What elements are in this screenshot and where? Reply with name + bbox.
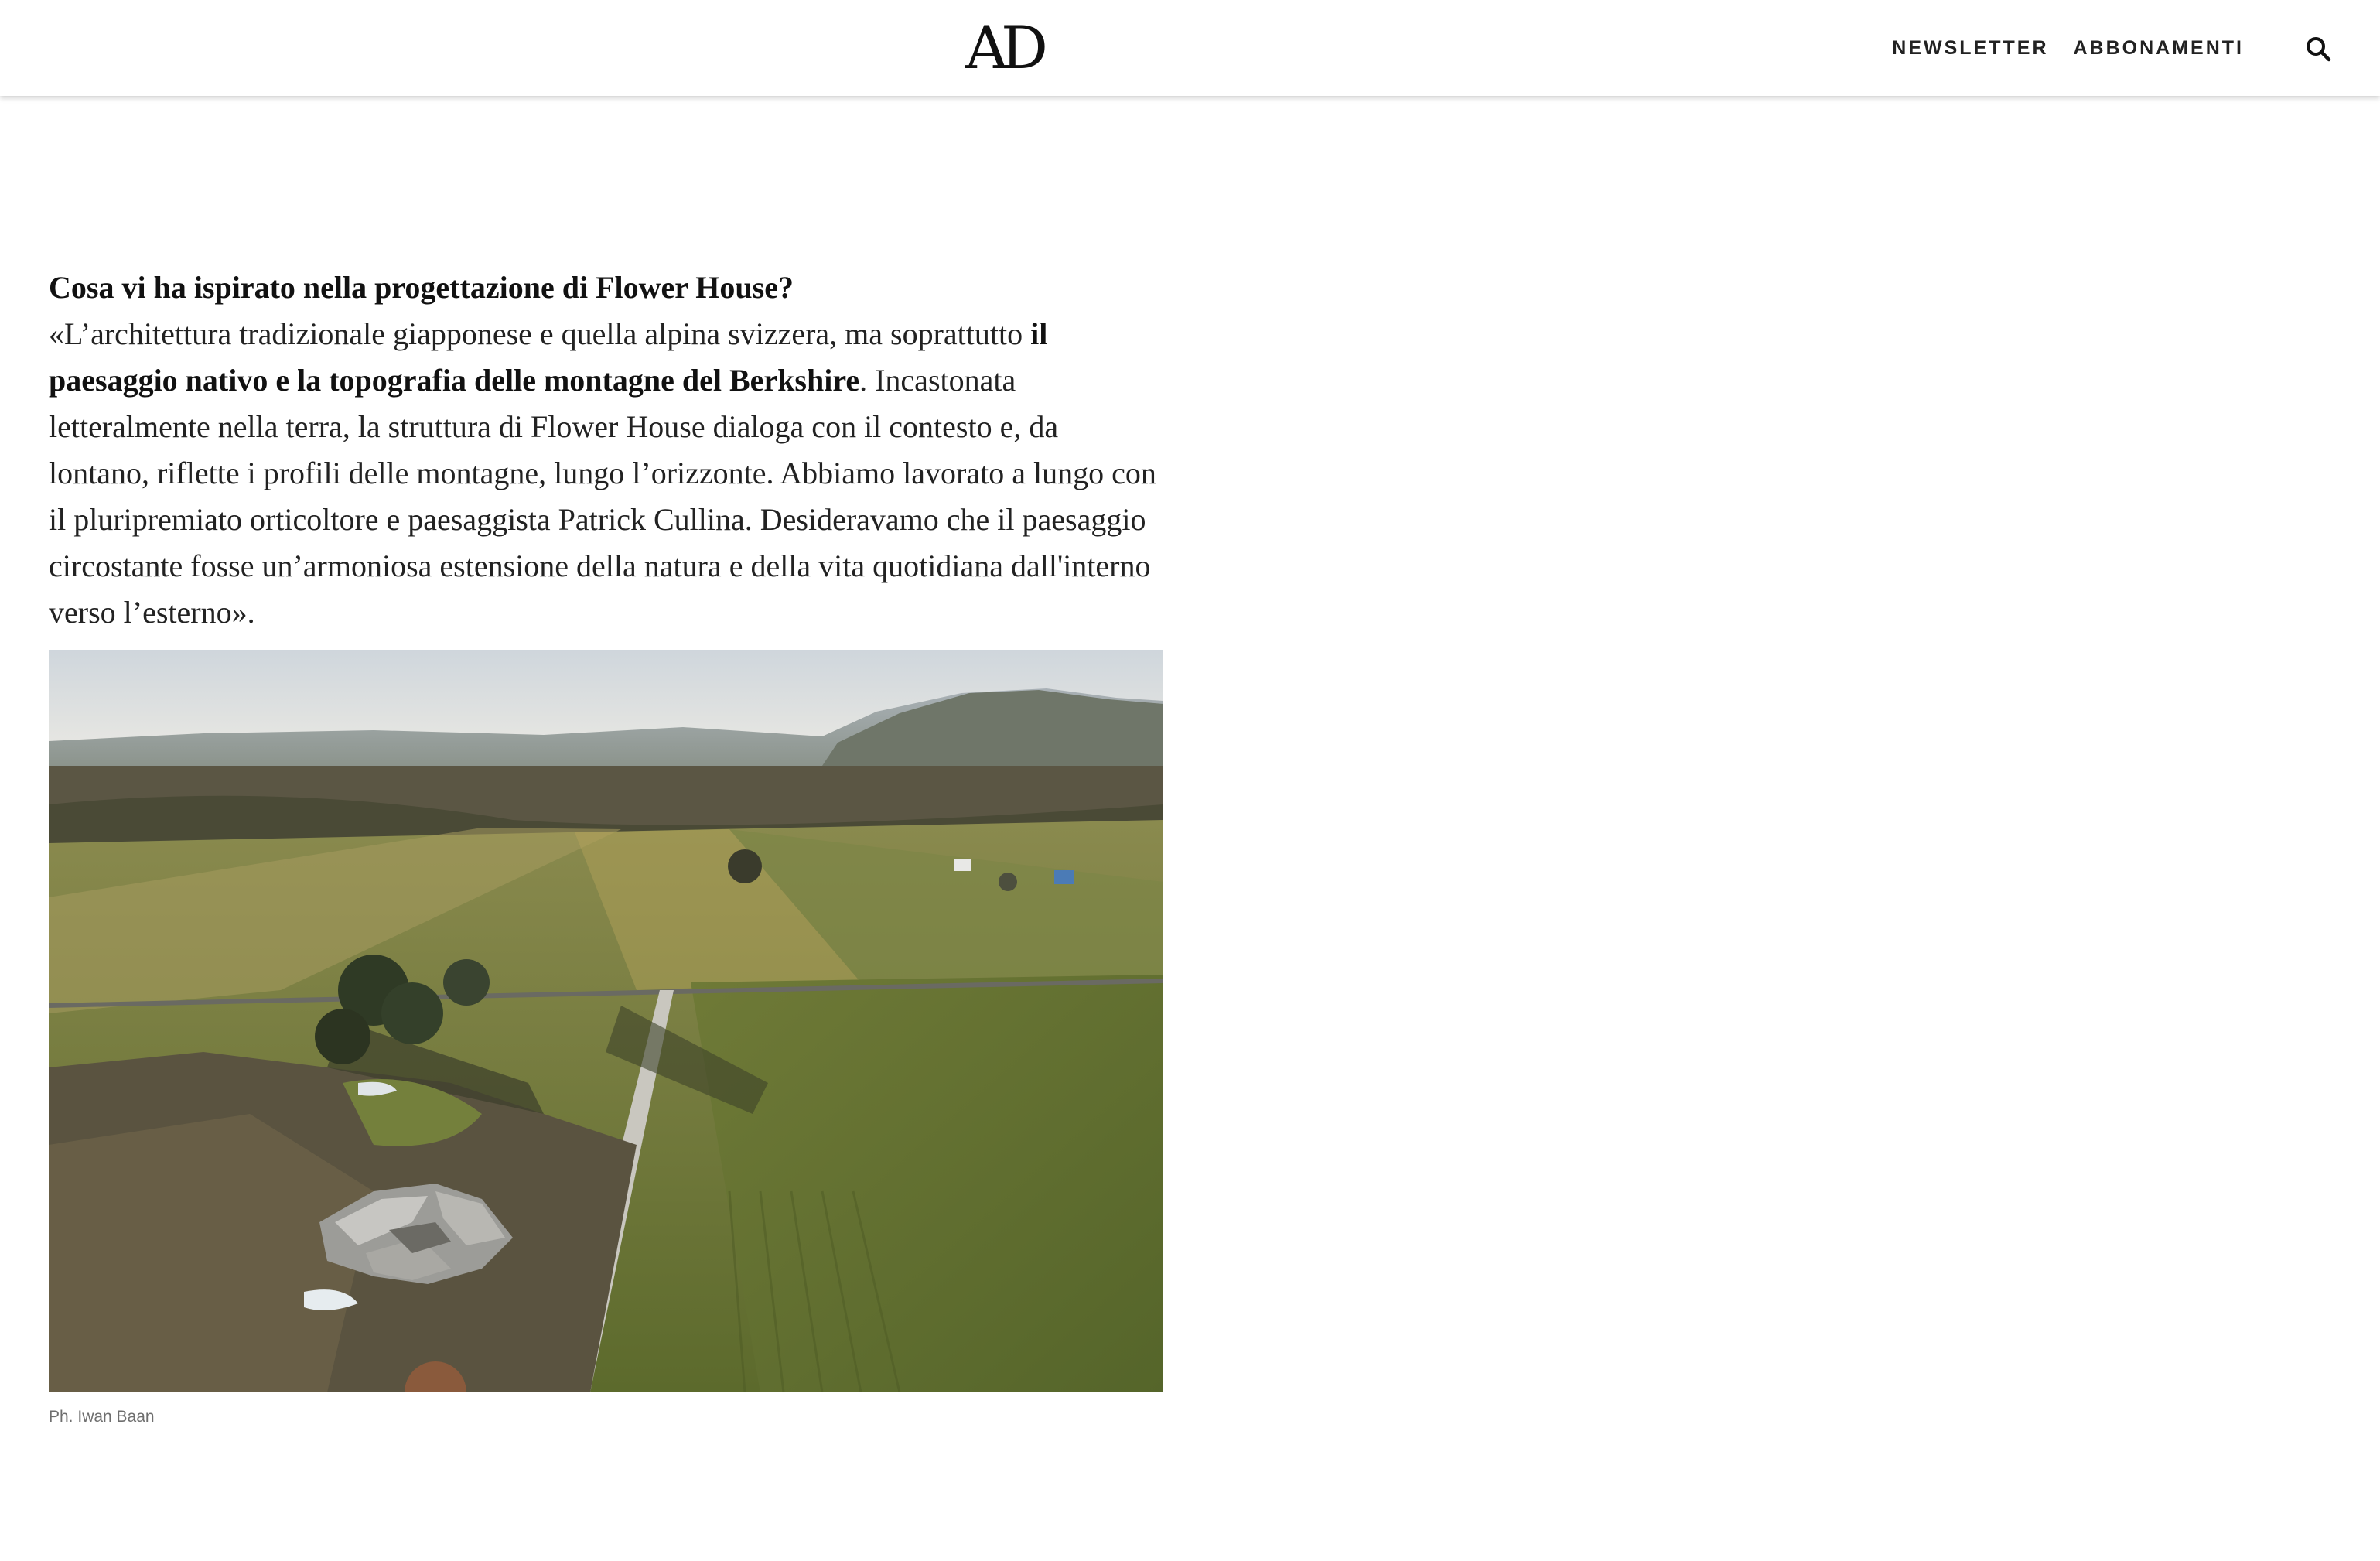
photo-caption: Ph. Iwan Baan bbox=[49, 1408, 155, 1426]
article-figure bbox=[49, 650, 1163, 1428]
answer-highlight: il paesaggio nativo e la topografia delle montagne del Berkshire bbox=[49, 316, 1048, 398]
answer-text-start: «L’architettura tradizionale giapponese e quella alpina svizzera, ma soprattutto bbox=[49, 316, 1031, 351]
search-button[interactable] bbox=[2303, 34, 2333, 63]
newsletter-link[interactable]: NEWSLETTER bbox=[1892, 36, 2049, 59]
subscriptions-link[interactable]: ABBONAMENTI bbox=[2073, 36, 2244, 59]
answer-text-end: . Incastonata letteralmente nella terra, la struttura di Flower House dialoga con il contesto e, da lontano, riflette i profili delle montagne, lungo l’orizzonte. Abbiamo lavorato a lungo con il pluripremiato orticoltore e paesaggista Patrick Cullina. Desideravamo che il paesaggio circostante fosse un’armoniosa estensione della natura e della vita quotidiana dall'interno verso l’esterno». bbox=[49, 363, 1156, 630]
search-icon bbox=[2305, 36, 2331, 62]
ad-logo[interactable]: AD bbox=[965, 13, 1041, 82]
interview-paragraph bbox=[49, 265, 1164, 636]
site-header bbox=[0, 0, 2380, 96]
interview-question: Cosa vi ha ispirato nella progettazione di Flower House? bbox=[49, 270, 794, 305]
article-body bbox=[49, 265, 1164, 636]
aerial-landscape-photo[interactable] bbox=[49, 650, 1163, 1392]
header-nav bbox=[1867, 0, 2244, 96]
